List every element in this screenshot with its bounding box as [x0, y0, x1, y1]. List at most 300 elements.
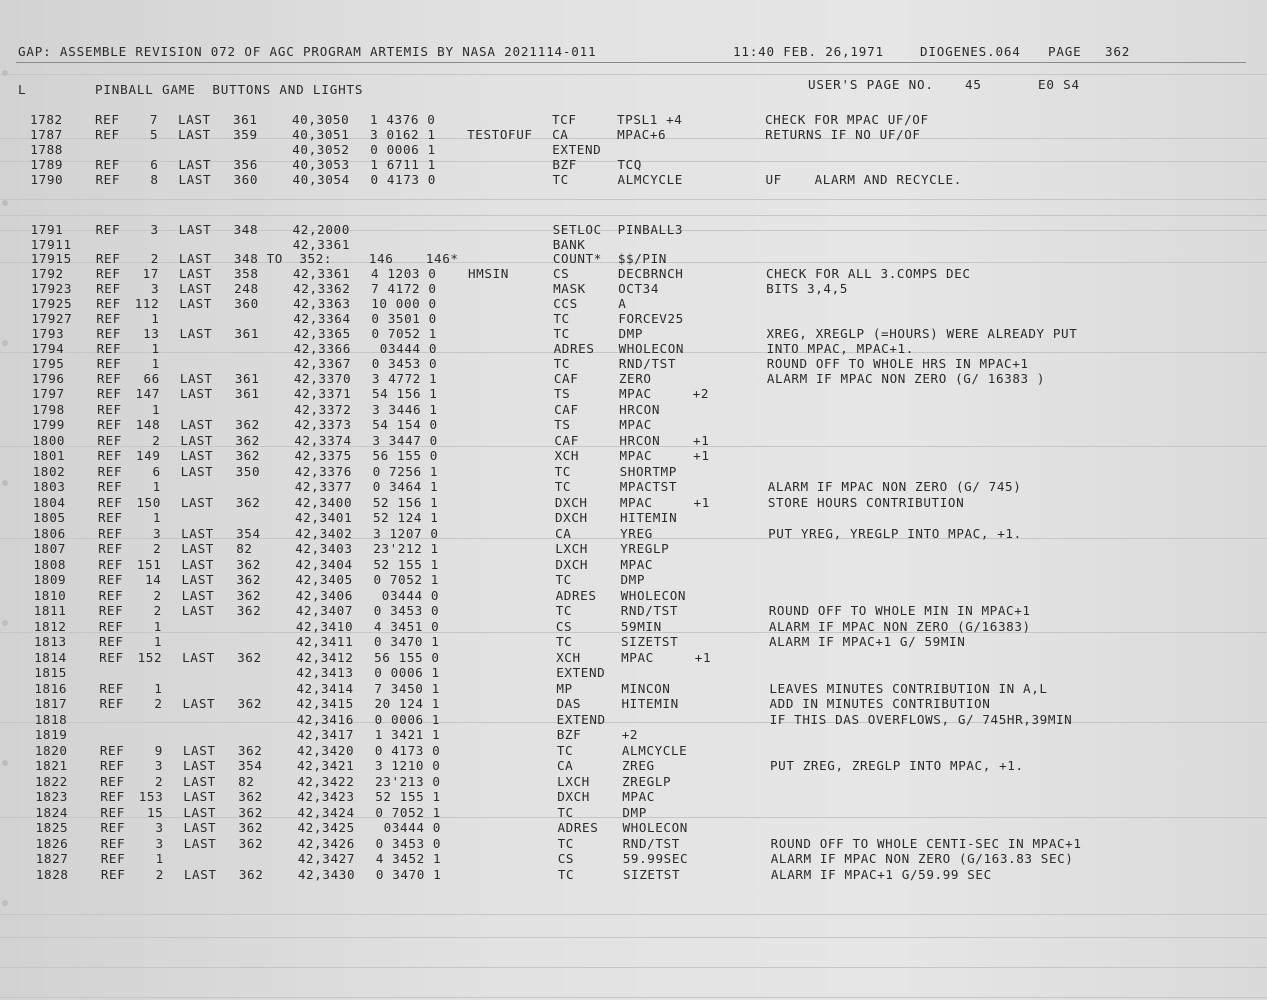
cell-address: 42,3366	[293, 341, 351, 356]
cell-ref-keyword: REF	[96, 326, 122, 341]
cell-last-keyword: LAST	[178, 127, 211, 142]
cell-ref-count: 14	[145, 572, 162, 587]
cell-ref-keyword: REF	[95, 222, 121, 237]
cell-address: 42,3414	[296, 681, 354, 696]
cell-operand: $$/PIN	[617, 251, 667, 266]
cell-symbol-label: TESTOFUF	[467, 127, 533, 142]
cell-ref-count: 3	[150, 222, 159, 237]
cell-opcode: CA	[552, 127, 569, 142]
cell-address: 42,3421	[297, 758, 355, 773]
cell-ref-count: 1	[153, 634, 162, 649]
cell-ref-keyword: REF	[99, 650, 124, 665]
cell-opcode: LXCH	[555, 541, 588, 556]
cell-octal-word: 03444 0	[371, 341, 438, 356]
cell-octal-word: 56 155 0	[374, 650, 440, 665]
cell-octal-word: 0 0006 1	[374, 665, 440, 680]
cell-last-keyword: LAST	[179, 281, 212, 296]
cell-last-keyword: LAST	[183, 789, 216, 804]
cell-ref-count: 1	[151, 341, 160, 356]
cell-last-keyword: LAST	[182, 743, 216, 758]
cell-last-page: 362	[238, 805, 263, 820]
cell-line-number: 1808	[33, 557, 67, 572]
cell-operand: MPAC +1	[619, 448, 710, 463]
cell-operand: ALMCYCLE	[617, 172, 683, 187]
cell-line-number: 1816	[34, 681, 68, 696]
cell-line-number: 1817	[34, 696, 68, 711]
cell-ref-count: 153	[138, 789, 164, 804]
cell-comment: PUT YREG, YREGLP INTO MPAC, +1.	[768, 526, 1022, 541]
cell-line-number: 1807	[33, 541, 66, 556]
cell-last-page: 362	[237, 743, 263, 758]
header-title: GAP: ASSEMBLE REVISION 072 OF AGC PROGRAM ARTEMIS BY NASA 2021114-011	[18, 44, 597, 59]
cell-last-keyword: LAST	[179, 296, 212, 311]
cell-octal-word: 0 7052 1	[375, 805, 441, 820]
cell-ref-keyword: REF	[100, 836, 126, 851]
cell-octal-word: 7 3450 1	[374, 681, 440, 696]
cell-address: 42,3412	[296, 650, 354, 665]
cell-address: 40,3054	[292, 172, 350, 187]
cell-octal-word: 10 000 0	[371, 296, 437, 311]
cell-opcode: CAF	[554, 402, 579, 417]
cell-last-keyword: LAST	[179, 326, 213, 341]
cell-octal-word: 0 3464 1	[372, 479, 439, 494]
cell-octal-word: 0 3453 0	[375, 836, 442, 851]
cell-comment: LEAVES MINUTES CONTRIBUTION IN A,L	[769, 681, 1048, 696]
cell-last-keyword: LAST	[183, 867, 217, 882]
cell-ref-keyword: REF	[97, 433, 122, 448]
cell-last-page: 354	[236, 526, 261, 541]
cell-octal-word: 3 3446 1	[372, 402, 438, 417]
margin-mark	[2, 340, 8, 346]
cell-last-keyword: LAST	[181, 526, 214, 541]
cell-line-number: 1804	[32, 495, 66, 510]
cell-line-number: 1811	[33, 603, 67, 618]
cell-last-keyword: LAST	[181, 572, 215, 587]
cell-ref-count: 2	[154, 774, 164, 789]
cell-ref-count: 112	[134, 296, 160, 311]
cell-comment: UF ALARM AND RECYCLE.	[765, 172, 962, 187]
cell-line-number: 1819	[34, 727, 68, 742]
cell-octal-word: 0 3453 0	[371, 356, 438, 371]
cell-address: 42,3426	[297, 836, 355, 851]
cell-last-keyword: LAST	[183, 805, 217, 820]
cell-address: 42,3423	[297, 789, 355, 804]
cell-octal-word: 0 4173 0	[370, 172, 436, 187]
cell-address: 42,3375	[294, 448, 352, 463]
cell-opcode: CA	[555, 526, 572, 541]
cell-last-page: 362	[236, 557, 261, 572]
section-flag: L	[18, 82, 27, 97]
margin-mark	[2, 200, 8, 206]
cell-last-page: 362	[238, 789, 263, 804]
cell-ref-count: 150	[136, 495, 161, 510]
cell-octal-word: 0 0006 1	[370, 142, 436, 157]
cell-operand: RND/TST	[618, 356, 677, 371]
cell-address: 146	[368, 251, 394, 266]
cell-ref-count: 13	[143, 326, 160, 341]
cell-ref-count: 3	[150, 281, 160, 296]
cell-last-page: 361	[234, 371, 260, 386]
cell-last-keyword: LAST	[180, 495, 214, 510]
cell-operand: SHORTMP	[619, 464, 677, 479]
cell-line-number: 1818	[34, 712, 68, 727]
cell-octal-word: 52 155 1	[373, 557, 439, 572]
cell-comment: XREG, XREGLP (=HOURS) WERE ALREADY PUT	[766, 326, 1078, 341]
cell-last-page: 362	[235, 495, 261, 510]
cell-comment: IF THIS DAS OVERFLOWS, G/ 745HR,39MIN	[769, 712, 1073, 727]
cell-octal-word: 23'212 1	[373, 541, 439, 556]
cell-opcode: TC	[554, 464, 571, 479]
cell-operand: YREGLP	[620, 541, 670, 556]
cell-line-number: 1788	[30, 142, 63, 157]
cell-opcode: ADRES	[555, 588, 597, 603]
cell-address: 42,3373	[294, 417, 352, 432]
cell-address: 40,3053	[292, 157, 350, 172]
header-time: 11:40 FEB. 26,1971	[733, 44, 884, 59]
cell-operand: HITEMIN	[621, 696, 679, 711]
cell-ref-keyword: REF	[100, 758, 125, 773]
cell-address: 42,3424	[297, 805, 355, 820]
cell-last-page: 362	[235, 448, 261, 463]
cell-opcode: CAF	[554, 433, 579, 448]
cell-line-number: 1823	[35, 789, 68, 804]
cell-operand: WHOLECON	[622, 820, 688, 835]
cell-line-number: 17927	[31, 311, 73, 326]
cell-operand: MPAC+6	[617, 127, 667, 142]
cell-operand: DMP	[622, 805, 647, 820]
cell-ref-count: 149	[135, 448, 161, 463]
cell-line-number: 1821	[35, 758, 68, 773]
cell-octal-word: 7 4172 0	[371, 281, 437, 296]
margin-mark	[2, 620, 8, 626]
cell-ref-count: 9	[154, 743, 163, 758]
cell-ref-count: 3	[152, 526, 162, 541]
cell-opcode: DXCH	[555, 510, 588, 525]
cell-address: 42,3374	[294, 433, 352, 448]
cell-ref-count: 3	[155, 836, 164, 851]
cell-line-number: 1803	[32, 479, 66, 494]
cell-comment: ALARM IF MPAC+1 G/59.99 SEC	[770, 867, 992, 882]
cell-last-keyword: LAST	[181, 541, 214, 556]
cell-last-page: 82	[238, 774, 255, 789]
cell-line-number: 1798	[32, 402, 65, 417]
cell-ref-keyword: REF	[98, 510, 123, 525]
cell-opcode: EXTEND	[556, 712, 606, 727]
cell-comment: ALARM IF MPAC NON ZERO (G/16383)	[768, 619, 1031, 634]
header-tag: E0 S4	[1038, 77, 1080, 92]
cell-line-number: 1820	[34, 743, 68, 758]
cell-line-number: 1813	[34, 634, 67, 649]
cell-opcode: TCF	[552, 112, 577, 127]
cell-address: 42,3416	[296, 712, 354, 727]
cell-last-page: 362	[236, 572, 262, 587]
cell-last-keyword: LAST	[180, 433, 214, 448]
cell-line-number: 17925	[31, 296, 73, 311]
cell-opcode: BANK	[552, 237, 586, 252]
cell-opcode: COUNT*	[552, 251, 602, 266]
cell-comment: BITS 3,4,5	[766, 281, 848, 296]
cell-ref-count: 66	[143, 371, 160, 386]
cell-ref-count: 1	[152, 510, 161, 525]
cell-opcode: CS	[553, 266, 570, 281]
cell-octal-word: 54 156 1	[372, 386, 438, 401]
cell-ref-count: 3	[154, 758, 163, 773]
cell-operand: TPSL1 +4	[617, 112, 683, 127]
section-title: PINBALL GAME BUTTONS AND LIGHTS	[95, 82, 364, 97]
cell-last-keyword: LAST	[179, 266, 212, 281]
margin-mark	[2, 760, 8, 766]
cell-ref-count: 15	[147, 805, 164, 820]
cell-octal-word: 0 4173 0	[374, 743, 441, 758]
cell-comment: CHECK FOR ALL 3.COMPS DEC	[766, 266, 971, 281]
cell-opcode: TC	[557, 805, 574, 820]
cell-octal-word: 3 3447 0	[372, 433, 438, 448]
cell-opcode: DXCH	[555, 557, 589, 572]
cell-opcode: SETLOC	[552, 222, 602, 237]
cell-line-number: 1800	[32, 433, 66, 448]
cell-line-number: 17911	[30, 237, 72, 252]
cell-ref-keyword: REF	[97, 417, 122, 432]
cell-opcode: MP	[556, 681, 573, 696]
cell-address: 42,3400	[294, 495, 353, 510]
cell-ref-keyword: REF	[97, 402, 122, 417]
cell-ref-keyword: REF	[95, 251, 121, 266]
cell-address: 42,3410	[295, 619, 354, 634]
cell-comment: ADD IN MINUTES CONTRIBUTION	[769, 696, 991, 711]
cell-operand: ZERO	[618, 371, 652, 386]
cell-opcode: TC	[557, 836, 574, 851]
cell-operand: SIZETST	[621, 634, 679, 649]
cell-address: 42,3401	[295, 510, 353, 525]
cell-last-keyword: LAST	[181, 588, 215, 603]
cell-operand: 59.99SEC	[622, 851, 689, 866]
cell-ref-count: 151	[136, 557, 162, 572]
cell-address: 42,3361	[292, 237, 351, 252]
cell-line-number: 1791	[30, 222, 64, 237]
cell-last-keyword: LAST	[181, 557, 215, 572]
margin-mark	[2, 900, 8, 906]
cell-address: 42,3376	[294, 464, 352, 479]
cell-line-number: 1794	[31, 341, 65, 356]
cell-opcode: LXCH	[557, 774, 590, 789]
cell-last-page: 354	[238, 758, 263, 773]
cell-ref-count: 152	[137, 650, 163, 665]
cell-comment: ROUND OFF TO WHOLE CENTI-SEC IN MPAC+1	[770, 836, 1082, 851]
cell-opcode: CAF	[553, 371, 579, 386]
cell-operand: +2	[621, 727, 639, 742]
cell-ref-count: 6	[150, 157, 159, 172]
cell-ref-count: 2	[153, 603, 162, 618]
cell-last-keyword: LAST	[181, 603, 215, 618]
cell-comment: ROUND OFF TO WHOLE MIN IN MPAC+1	[768, 603, 1031, 618]
cell-last-keyword: LAST	[178, 222, 212, 237]
header-page-label: PAGE	[1048, 44, 1082, 59]
cell-ref-count: 1	[151, 402, 161, 417]
cell-ref-keyword: REF	[95, 127, 120, 142]
guide-line	[0, 722, 1267, 723]
cell-operand: PINBALL3	[617, 222, 684, 237]
cell-comment: ALARM IF MPAC NON ZERO (G/ 16383 )	[766, 371, 1046, 386]
cell-ref-keyword: REF	[98, 588, 124, 603]
cell-opcode: TC	[552, 172, 569, 187]
cell-last-page: 361	[233, 112, 258, 127]
cell-line-number: 1828	[35, 867, 69, 882]
cell-operand: MPAC +2	[619, 386, 710, 401]
cell-line-number: 1806	[33, 526, 66, 541]
cell-operand: MPAC	[620, 557, 654, 572]
cell-comment: ROUND OFF TO WHOLE HRS IN MPAC+1	[766, 356, 1029, 371]
cell-operand: MPACTST	[619, 479, 678, 494]
cell-last-page: 362	[236, 588, 262, 603]
cell-line-number: 1789	[30, 157, 64, 172]
cell-ref-count: 1	[155, 851, 164, 866]
cell-address: 42,3425	[297, 820, 355, 835]
cell-last-keyword: LAST	[180, 464, 214, 479]
cell-octal-word: 4 3452 1	[375, 851, 442, 866]
cell-octal-word: 1 4376 0	[370, 112, 436, 127]
cell-comment: ALARM IF MPAC+1 G/ 59MIN	[769, 634, 966, 649]
cell-ref-count: 7	[149, 112, 158, 127]
cell-line-number: 1802	[32, 464, 66, 479]
cell-comment: ALARM IF MPAC NON ZERO (G/ 745)	[767, 479, 1022, 494]
guide-line	[0, 967, 1267, 968]
users-page-label: USER'S PAGE NO.	[808, 77, 934, 92]
cell-line-number: 1797	[32, 386, 65, 401]
cell-ref-count: 148	[135, 417, 161, 432]
cell-ref-keyword: REF	[95, 157, 120, 172]
cell-octal-word: 52 124 1	[373, 510, 439, 525]
cell-address: 42,3413	[296, 665, 354, 680]
cell-opcode: TC	[555, 603, 573, 618]
cell-ref-count: 1	[151, 356, 160, 371]
header-page-number: 362	[1105, 44, 1131, 59]
cell-address: 42,3371	[294, 386, 352, 401]
cell-line-number: 1796	[31, 371, 65, 386]
cell-ref-count: 2	[152, 433, 161, 448]
cell-operand: DMP	[620, 572, 646, 587]
cell-last-page: 362	[238, 836, 264, 851]
cell-last-page: 362	[238, 867, 264, 882]
cell-operand: RND/TST	[622, 836, 680, 851]
cell-opcode: TC	[557, 867, 575, 882]
cell-ref-keyword: REF	[98, 572, 124, 587]
cell-comment: RETURNS IF NO UF/OF	[765, 127, 921, 142]
cell-octal-word: 3 1210 0	[375, 758, 441, 773]
cell-operand: MPAC	[622, 789, 655, 804]
cell-last-page: 348 TO 352:	[233, 251, 333, 266]
cell-operand: OCT34	[618, 281, 660, 296]
cell-octal-word: 03444 0	[373, 588, 440, 603]
cell-line-number: 1826	[35, 836, 69, 851]
cell-opcode: TC	[554, 479, 572, 494]
cell-last-page: 362	[235, 433, 260, 448]
cell-address: 42,3411	[296, 634, 354, 649]
cell-opcode: EXTEND	[556, 665, 606, 680]
cell-ref-count: 1	[152, 479, 161, 494]
cell-address: 42,3404	[295, 557, 353, 572]
cell-address: 42,3427	[297, 851, 356, 866]
cell-operand: MINCON	[621, 681, 671, 696]
cell-last-page: 362	[237, 696, 263, 711]
cell-ref-keyword: REF	[100, 820, 126, 835]
cell-operand: TCQ	[617, 157, 642, 172]
cell-octal-word: 3 0162 1	[370, 127, 436, 142]
cell-octal-word: 4 3451 0	[373, 619, 440, 634]
cell-opcode: XCH	[554, 448, 580, 463]
cell-opcode: BZF	[556, 727, 582, 742]
cell-ref-keyword: REF	[96, 371, 122, 386]
cell-ref-count: 1	[153, 619, 162, 634]
guide-line	[0, 937, 1267, 938]
cell-ref-keyword: REF	[99, 743, 125, 758]
cell-ref-keyword: REF	[97, 495, 123, 510]
cell-octal-word: 03444 0	[375, 820, 441, 835]
cell-opcode: XCH	[556, 650, 581, 665]
cell-operand: ZREGLP	[622, 774, 672, 789]
cell-line-number: 1812	[33, 619, 67, 634]
cell-operand: A	[618, 296, 627, 311]
cell-address: 42,3406	[295, 588, 353, 603]
cell-opcode: TS	[554, 417, 571, 432]
cell-operand: ALMCYCLE	[621, 743, 688, 758]
cell-octal-word: 54 154 0	[372, 417, 438, 432]
cell-ref-count: 3	[155, 820, 164, 835]
cell-address: 42,3403	[295, 541, 353, 556]
cell-line-number: 1815	[34, 665, 67, 680]
cell-operand: HITEMIN	[620, 510, 678, 525]
cell-last-keyword: LAST	[180, 417, 213, 432]
cell-line-number: 1801	[32, 448, 66, 463]
cell-line-number: 1793	[31, 326, 65, 341]
cell-ref-keyword: REF	[95, 112, 120, 127]
cell-octal-word: 0 3453 0	[373, 603, 440, 618]
cell-operand: 59MIN	[620, 619, 662, 634]
cell-line-number: 1825	[35, 820, 69, 835]
cell-line-number: 1787	[30, 127, 63, 142]
cell-operand: MPAC	[619, 417, 652, 432]
cell-ref-keyword: REF	[98, 619, 124, 634]
cell-last-keyword: LAST	[182, 696, 216, 711]
cell-address: 42,3405	[295, 572, 353, 587]
cell-octal-word: 1 3421 1	[374, 727, 441, 742]
cell-last-page: 348	[233, 222, 259, 237]
cell-line-number: 1795	[31, 356, 65, 371]
cell-opcode: DXCH	[554, 495, 588, 510]
cell-line-number: 1799	[32, 417, 65, 432]
cell-operand: ZREG	[622, 758, 655, 773]
cell-line-number: 1824	[35, 805, 69, 820]
cell-last-page: 361	[234, 326, 260, 341]
guide-line	[0, 215, 1267, 216]
margin-mark	[2, 70, 8, 76]
cell-operand: YREG	[620, 526, 653, 541]
cell-ref-keyword: REF	[96, 281, 121, 296]
cell-octal-word: 0 3470 1	[374, 634, 440, 649]
cell-line-number: 1805	[33, 510, 66, 525]
cell-address: 42,3363	[293, 296, 351, 311]
cell-octal-word: 52 155 1	[375, 789, 441, 804]
cell-last-page: 360	[233, 172, 259, 187]
cell-address: 42,3417	[296, 727, 355, 742]
cell-ref-keyword: REF	[98, 557, 123, 572]
cell-opcode: EXTEND	[552, 142, 602, 157]
cell-opcode: DAS	[556, 696, 582, 711]
cell-ref-keyword: REF	[100, 867, 126, 882]
cell-ref-keyword: REF	[100, 851, 126, 866]
cell-line-number: 1790	[30, 172, 64, 187]
cell-octal-word: 0 3470 1	[375, 867, 442, 882]
cell-line-number: 17923	[31, 281, 73, 296]
